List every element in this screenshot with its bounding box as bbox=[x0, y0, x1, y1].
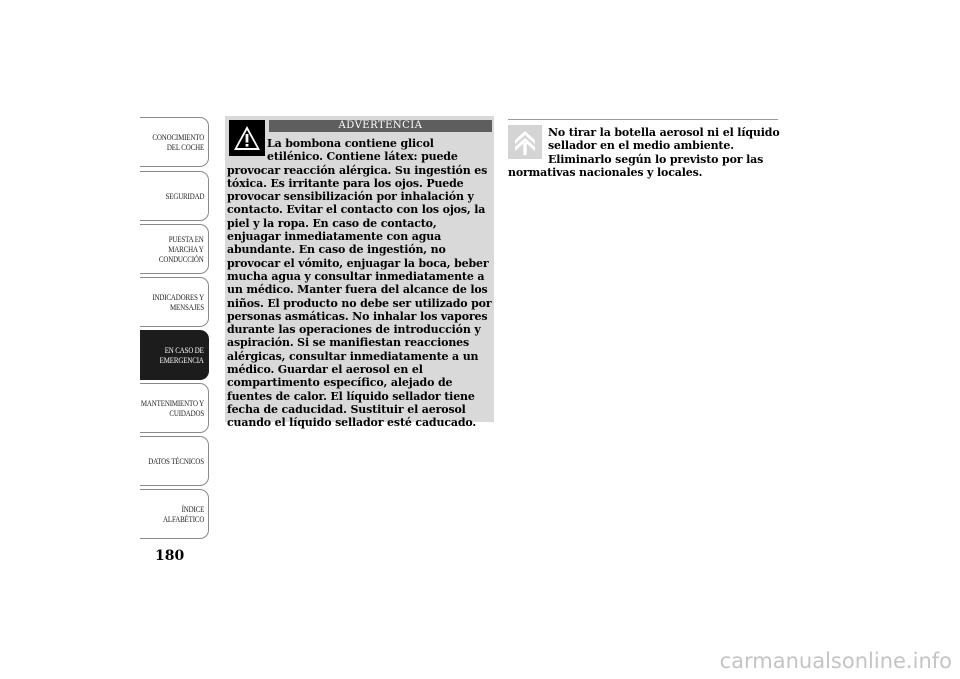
tab-label: INDICADORES Y MENSAJES bbox=[152, 292, 204, 312]
tab-label: SEGURIDAD bbox=[165, 191, 204, 201]
tab-mantenimiento-y-cuidados[interactable] bbox=[140, 383, 209, 433]
watermark: carmanualsonline.info bbox=[719, 649, 952, 673]
tab-label: ÍNDICE ALFABÉTICO bbox=[162, 504, 204, 524]
tab-label: PUESTA EN MARCHA Y CONDUCCIÓN bbox=[159, 234, 204, 264]
warning-title: ADVERTENCIA bbox=[269, 120, 492, 132]
environment-note: No tirar la botella aerosol ni el líquido sellador en el medio ambiente. Eliminarlo según lo previsto por las normativas nacionales y locales. bbox=[508, 126, 780, 179]
tab-seguridad[interactable] bbox=[140, 171, 209, 221]
tab-en-caso-de-emergencia[interactable] bbox=[140, 330, 209, 380]
tab-conocimiento-del-coche[interactable] bbox=[140, 117, 209, 167]
tab-label: MANTENIMIENTO Y CUIDADOS bbox=[140, 398, 204, 418]
section-divider bbox=[508, 119, 778, 120]
page-number: 180 bbox=[155, 548, 185, 564]
tab-indicadores-y-mensajes[interactable] bbox=[140, 277, 209, 327]
tab-label: EN CASO DE EMERGENCIA bbox=[159, 345, 204, 365]
tab-label: DATOS TÉCNICOS bbox=[148, 456, 204, 466]
tab-label: CONOCIMIENTO DEL COCHE bbox=[152, 132, 204, 152]
tab-datos-tecnicos[interactable] bbox=[140, 436, 209, 486]
warning-box bbox=[225, 116, 494, 430]
tab-puesta-en-marcha[interactable] bbox=[140, 224, 209, 274]
warning-body: La bombona contiene glicol etilénico. Contiene látex: puede provocar reacción alérgica. Su ingestión es tóxica. Es irritante para los ojos. Puede provocar sensibilización por inhalación y contacto. Evitar el contacto con los ojos, la piel y la ropa. En caso de contacto, enjuagar inmediatamente con agua abundante. En caso de ingestión, no provocar el vómito, enjuagar la boca, beber mucha agua y consultar inmediatamente a un médico. Manter fuera del alcance de los niños. El producto no debe ser utilizado por personas asmáticas. No inhalar los vapores durante las operaciones de introducción y aspiración. Si se manifiestan reacciones alérgicas, consultar inmediatamente a un médico. Guardar el aerosol en el compartimento específico, alejado de fuentes de calor. El líquido sellador tiene fecha de caducidad. Sustituir el aerosol cuando el líquido sellador esté caducado. bbox=[227, 137, 492, 430]
tab-indice-alfabetico[interactable] bbox=[140, 489, 209, 539]
